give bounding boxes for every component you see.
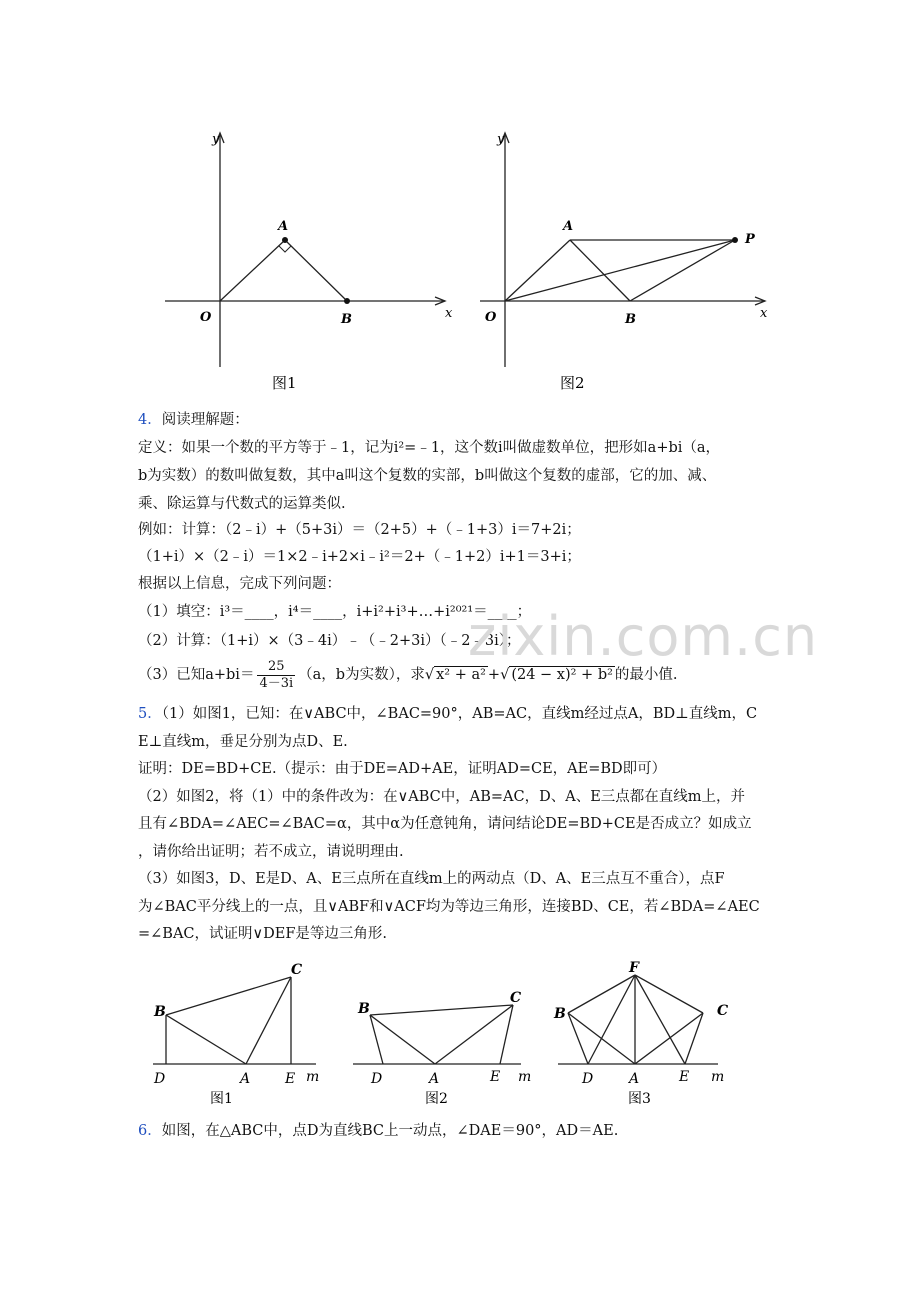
- figure-q5-1: [153, 977, 316, 1064]
- figure-1: [165, 133, 445, 367]
- figure-2: [480, 133, 765, 367]
- q4-line-2: b为实数）的数叫做复数，其中a叫这个复数的实部，b叫做这个复数的虚部，它的加、减、: [138, 468, 717, 484]
- q4-line-7: （1）填空：i³＝____，i⁴＝____，i+i²+i³+…+i²⁰²¹＝____；: [138, 604, 532, 620]
- f2-label-c: C: [510, 990, 522, 1006]
- f3-caption: 图3: [628, 1091, 651, 1105]
- f1-label-e: E: [285, 1071, 296, 1087]
- radical-2: (24 − x)² + b²: [511, 667, 613, 683]
- q5-line-9: =∠BAC，试证明∨DEF是等边三角形.: [138, 926, 388, 942]
- label-b: B: [341, 312, 352, 327]
- q4-part3-tail: 的最小值.: [614, 667, 678, 683]
- x-axis-label-2: x: [760, 306, 768, 321]
- q5-number: 5．: [138, 706, 162, 722]
- f2-label-a: A: [429, 1071, 440, 1087]
- q5-line-3: 证明：DE=BD+CE.（提示：由于DE=AD+AE，证明AD=CE，AE=BD即可）: [138, 761, 667, 777]
- f1-label-m: m: [306, 1069, 320, 1085]
- f3-label-b: B: [554, 1006, 566, 1022]
- label-p: P: [745, 232, 755, 247]
- plus-sign: +: [487, 667, 501, 683]
- point-b-dot: [344, 298, 350, 304]
- q5-line-1-text: （1）如图1，已知：在∨ABC中，∠BAC=90°，AB=AC，直线m经过点A，BD⊥直线m，C: [161, 706, 758, 722]
- q4-line-3: 乘、除运算与代数式的运算类似.: [138, 496, 346, 512]
- q4-line-5: （1+i）×（2﹣i）＝1×2﹣i+2×i﹣i²＝2+（﹣1+2）i+1＝3+i；: [138, 549, 581, 565]
- triangle-figures: [148, 955, 738, 1105]
- figure-q5-3: [558, 975, 718, 1064]
- q6-number: 6．: [138, 1123, 162, 1139]
- label-o: O: [200, 310, 212, 325]
- figure-q5-2: [353, 1005, 521, 1064]
- f2-label-d: D: [371, 1071, 383, 1087]
- q5-line-4: （2）如图2，将（1）中的条件改为：在∨ABC中，AB=AC，D、A、E三点都在直线m上，并: [138, 789, 746, 805]
- fraction-numerator: 25: [257, 659, 295, 676]
- point-p-dot: [732, 237, 738, 243]
- f3-label-a: A: [629, 1071, 640, 1087]
- y-axis-label-2: y: [497, 132, 505, 147]
- q4-line-9: （3）已知a+bi＝ $\frac{25}{4-3i}$ （a，b为实数），求√ x² + a² +√ (24 − x)² + b² 的最小值.: [138, 658, 678, 691]
- q4-line-8: （2）计算：（1+i）×（3﹣4i）﹣（﹣2+3i）（﹣2﹣3i）；: [138, 633, 521, 649]
- q5-line-5: 且有∠BDA=∠AEC=∠BAC=α，其中α为任意钝角，请问结论DE=BD+CE是否成立？如成立: [138, 816, 752, 832]
- q4-heading: [138, 410, 249, 430]
- label-b-2: B: [625, 312, 636, 327]
- q4-line-6: 根据以上信息，完成下列问题：: [138, 576, 341, 592]
- q4-number: 4．: [138, 412, 162, 428]
- q4-part3-mid: （a，b为实数），求: [298, 667, 425, 683]
- f1-label-b: B: [154, 1004, 166, 1020]
- x-axis-label: x: [445, 306, 453, 321]
- f2-label-e: E: [490, 1069, 501, 1085]
- f2-label-b: B: [358, 1001, 370, 1017]
- q6-line: [138, 1121, 618, 1141]
- figure-1-caption: 图1: [272, 374, 297, 392]
- f3-label-d: D: [582, 1071, 594, 1087]
- f3-label-m: m: [711, 1069, 725, 1085]
- q4-part3-lead: （3）已知a+bi＝: [138, 667, 255, 683]
- f2-caption: 图2: [425, 1091, 448, 1105]
- f3-label-c: C: [717, 1003, 729, 1019]
- coordinate-figures: [160, 125, 780, 400]
- f1-label-a: A: [240, 1071, 251, 1087]
- fraction: [257, 659, 295, 692]
- figure-2-caption: 图2: [560, 374, 585, 392]
- point-a-dot: [282, 237, 288, 243]
- radical-1: x² + a²: [436, 667, 486, 683]
- q5-line-8: 为∠BAC平分线上的一点，且∨ABF和∨ACF均为等边三角形，连接BD、CE，若∠BDA=∠AEC: [138, 899, 760, 915]
- q4-line-1: 定义：如果一个数的平方等于﹣1，记为i²=﹣1，这个数i叫做虚数单位，把形如a+bi（a，: [138, 440, 721, 456]
- label-o-2: O: [485, 310, 497, 325]
- q5-line-2: E⊥直线m，垂足分别为点D、E.: [138, 734, 348, 750]
- fraction-denominator: 4－3i: [259, 675, 294, 691]
- label-a-2: A: [563, 219, 574, 234]
- f1-caption: 图1: [210, 1091, 233, 1105]
- q5-line-1: [138, 704, 757, 724]
- q4-title: 阅读理解题：: [161, 412, 249, 428]
- f3-label-e: E: [679, 1069, 690, 1085]
- q5-line-6: ，请你给出证明；若不成立，请说明理由.: [138, 844, 404, 860]
- f1-label-d: D: [154, 1071, 166, 1087]
- label-a: A: [278, 219, 289, 234]
- watermark: zixin.com.cn: [468, 605, 819, 668]
- q5-line-7: （3）如图3，D、E是D、A、E三点所在直线m上的两动点（D、A、E三点互不重合），点F: [138, 871, 725, 887]
- q6-text: 如图，在△ABC中，点D为直线BC上一动点，∠DAE＝90°，AD＝AE.: [161, 1123, 619, 1139]
- q4-line-4: 例如：计算：（2﹣i）+（5+3i）＝（2+5）+（﹣1+3）i＝7+2i；: [138, 522, 581, 538]
- f3-label-f: F: [629, 960, 639, 976]
- f1-label-c: C: [291, 962, 303, 978]
- y-axis-label: y: [212, 132, 220, 147]
- f2-label-m: m: [518, 1069, 532, 1085]
